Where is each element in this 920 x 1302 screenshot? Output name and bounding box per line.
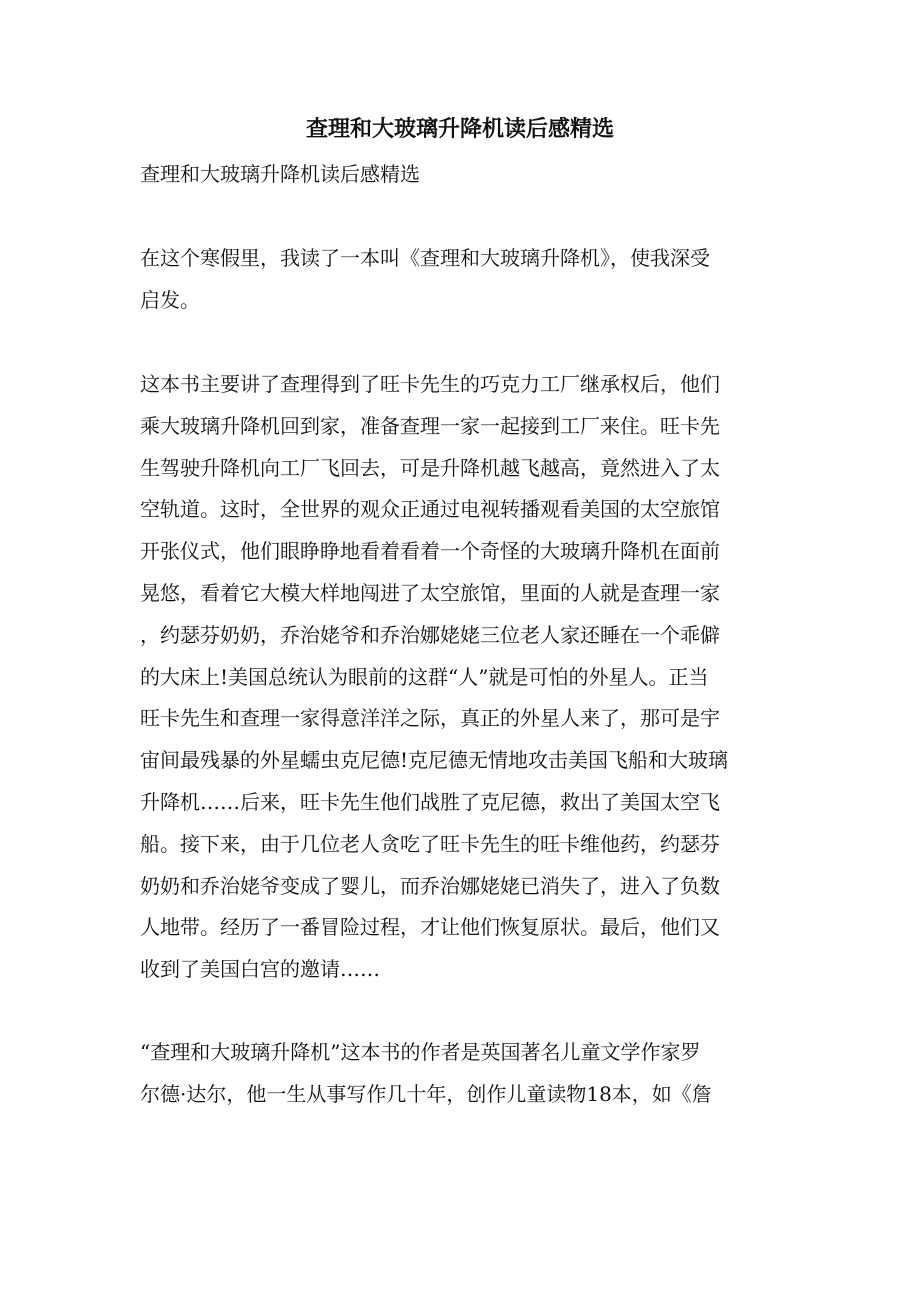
paragraph-line: 的大床上!美国总统认为眼前的这群“人”就是可怕的外星人。正当 xyxy=(140,664,709,689)
document-subtitle: 查理和大玻璃升降机读后感精选 xyxy=(140,162,420,186)
paragraph-line: 升降机……后来，旺卡先生他们战胜了克尼德，救出了美国太空飞 xyxy=(140,789,720,814)
paragraph-line: 奶奶和乔治姥爷变成了婴儿，而乔治娜姥姥已消失了，进入了负数 xyxy=(140,873,720,898)
paragraph-line: 生驾驶升降机向工厂飞回去，可是升降机越飞越高，竟然进入了太 xyxy=(140,455,720,480)
paragraph-line: 人地带。经历了一番冒险过程，才让他们恢复原状。最后，他们又 xyxy=(140,915,720,940)
paragraph-author xyxy=(140,1032,780,1116)
paragraph-line: 乘大玻璃升降机回到家，准备查理一家一起接到工厂来住。旺卡先 xyxy=(140,413,720,438)
paragraph-line: 空轨道。这时，全世界的观众正通过电视转播观看美国的太空旅馆 xyxy=(140,497,720,522)
paragraph-line: 旺卡先生和查理一家得意洋洋之际，真正的外星人来了，那可是宇 xyxy=(140,706,720,731)
paragraph-line: 启发。 xyxy=(140,287,200,312)
paragraph-line: 开张仪式，他们眼睁睁地看着看着一个奇怪的大玻璃升降机在面前 xyxy=(140,539,720,564)
paragraph-line: 晃悠，看着它大模大样地闯进了太空旅馆，里面的人就是查理一家 xyxy=(140,580,720,605)
document-title: 查理和大玻璃升降机读后感精选 xyxy=(305,116,614,142)
paragraph-intro xyxy=(140,238,780,322)
paragraph-line: 尔德·达尔，他一生从事写作几十年，创作儿童读物18本，如《詹 xyxy=(140,1081,712,1106)
paragraph-line: 宙间最残暴的外星蠕虫克尼德!克尼德无情地攻击美国飞船和大玻璃 xyxy=(140,748,729,773)
paragraph-line: 这本书主要讲了查理得到了旺卡先生的巧克力工厂继承权后，他们 xyxy=(140,372,720,396)
paragraph-summary xyxy=(140,364,780,991)
paragraph-line: 船。接下来，由于几位老人贪吃了旺卡先生的旺卡维他药，约瑟芬 xyxy=(140,831,720,856)
paragraph-line: 收到了美国白宫的邀请…… xyxy=(140,957,380,982)
paragraph-line: “查理和大玻璃升降机”这本书的作者是英国著名儿童文学作家罗 xyxy=(140,1040,701,1064)
paragraph-line: ，约瑟芬奶奶，乔治姥爷和乔治娜姥姥三位老人家还睡在一个乖僻 xyxy=(140,622,720,647)
paragraph-line: 在这个寒假里，我读了一本叫《查理和大玻璃升降机》，使我深受 xyxy=(140,246,710,270)
